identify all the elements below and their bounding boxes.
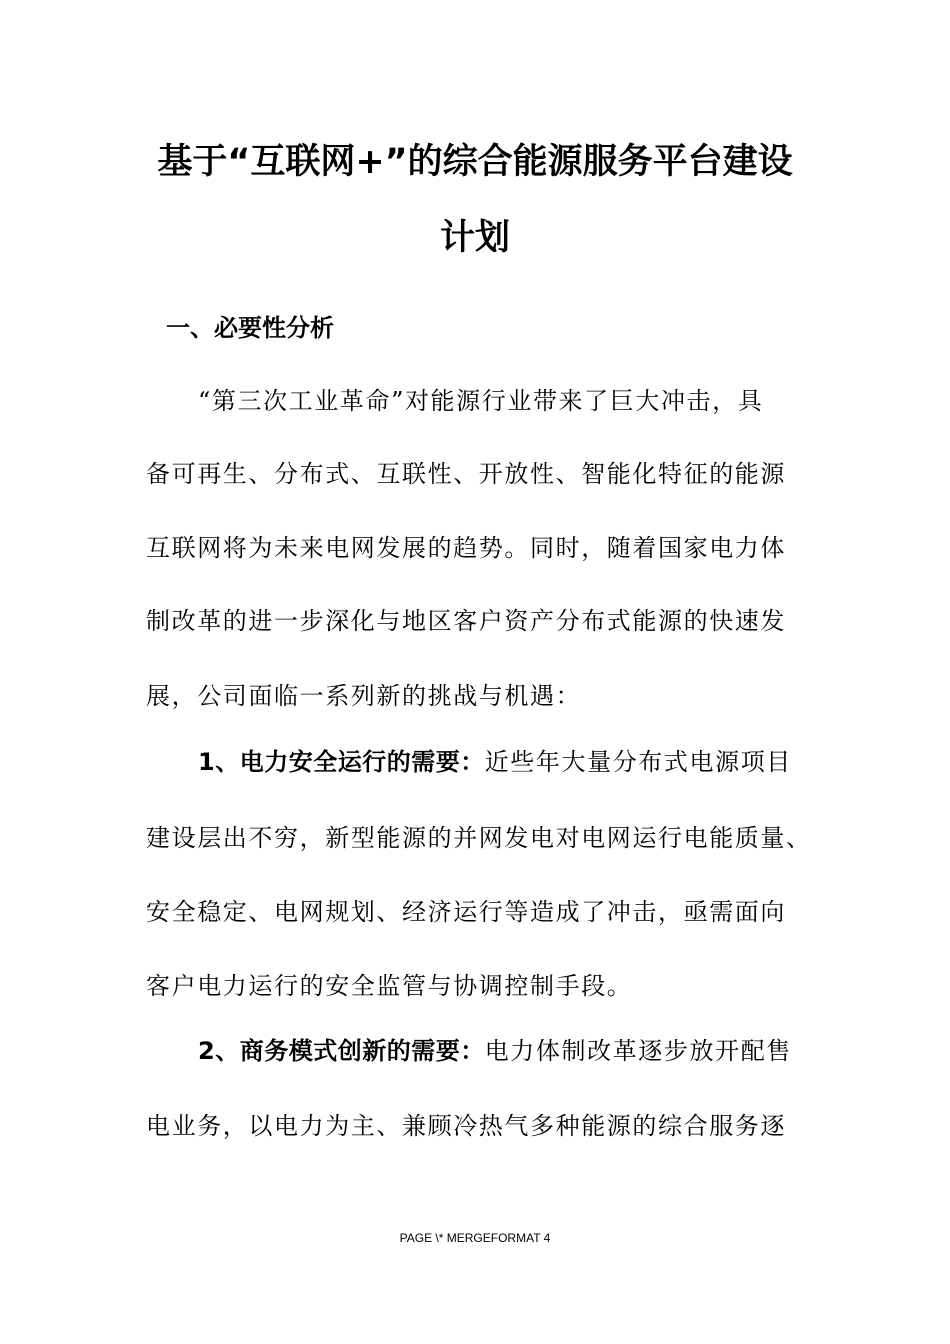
intro-line: 备可再生、分布式、互联性、开放性、智能化特征的能源 (146, 460, 786, 488)
intro-line: “第三次工业革命”对能源行业带来了巨大冲击，具 (198, 387, 764, 415)
intro-line: 制改革的进一步深化与地区客户资产分布式能源的快速发 (146, 607, 786, 635)
point-1-line: 建设层出不穷，新型能源的并网发电对电网运行电能质量、 (146, 824, 812, 852)
point-2-first-line (198, 1035, 808, 1067)
point-1-text: 近些年大量分布式电源项目 (484, 748, 792, 776)
point-1-label: 1、电力安全运行的需要： (198, 748, 485, 776)
point-2-label: 2、商务模式创新的需要： (198, 1037, 485, 1065)
intro-line: 展，公司面临一系列新的挑战与机遇： (146, 682, 582, 710)
document-title-line-1: 基于“互联网+”的综合能源服务平台建设 (157, 142, 793, 182)
point-1-line: 客户电力运行的安全监管与协调控制手段。 (146, 972, 633, 1000)
point-1-line: 安全稳定、电网规划、经济运行等造成了冲击，亟需面向 (146, 898, 786, 926)
point-2-line: 电业务，以电力为主、兼顾冷热气多种能源的综合服务逐 (146, 1112, 786, 1140)
intro-line: 互联网将为未来电网发展的趋势。同时，随着国家电力体 (146, 534, 786, 562)
document-title-line-2: 计划 (439, 218, 510, 258)
point-2-text: 电力体制改革逐步放开配售 (484, 1037, 792, 1065)
point-1-first-line (198, 746, 808, 778)
section-heading: 一、必要性分析 (166, 314, 334, 342)
page-footer: PAGE \* MERGEFORMAT 4 (399, 1231, 551, 1245)
